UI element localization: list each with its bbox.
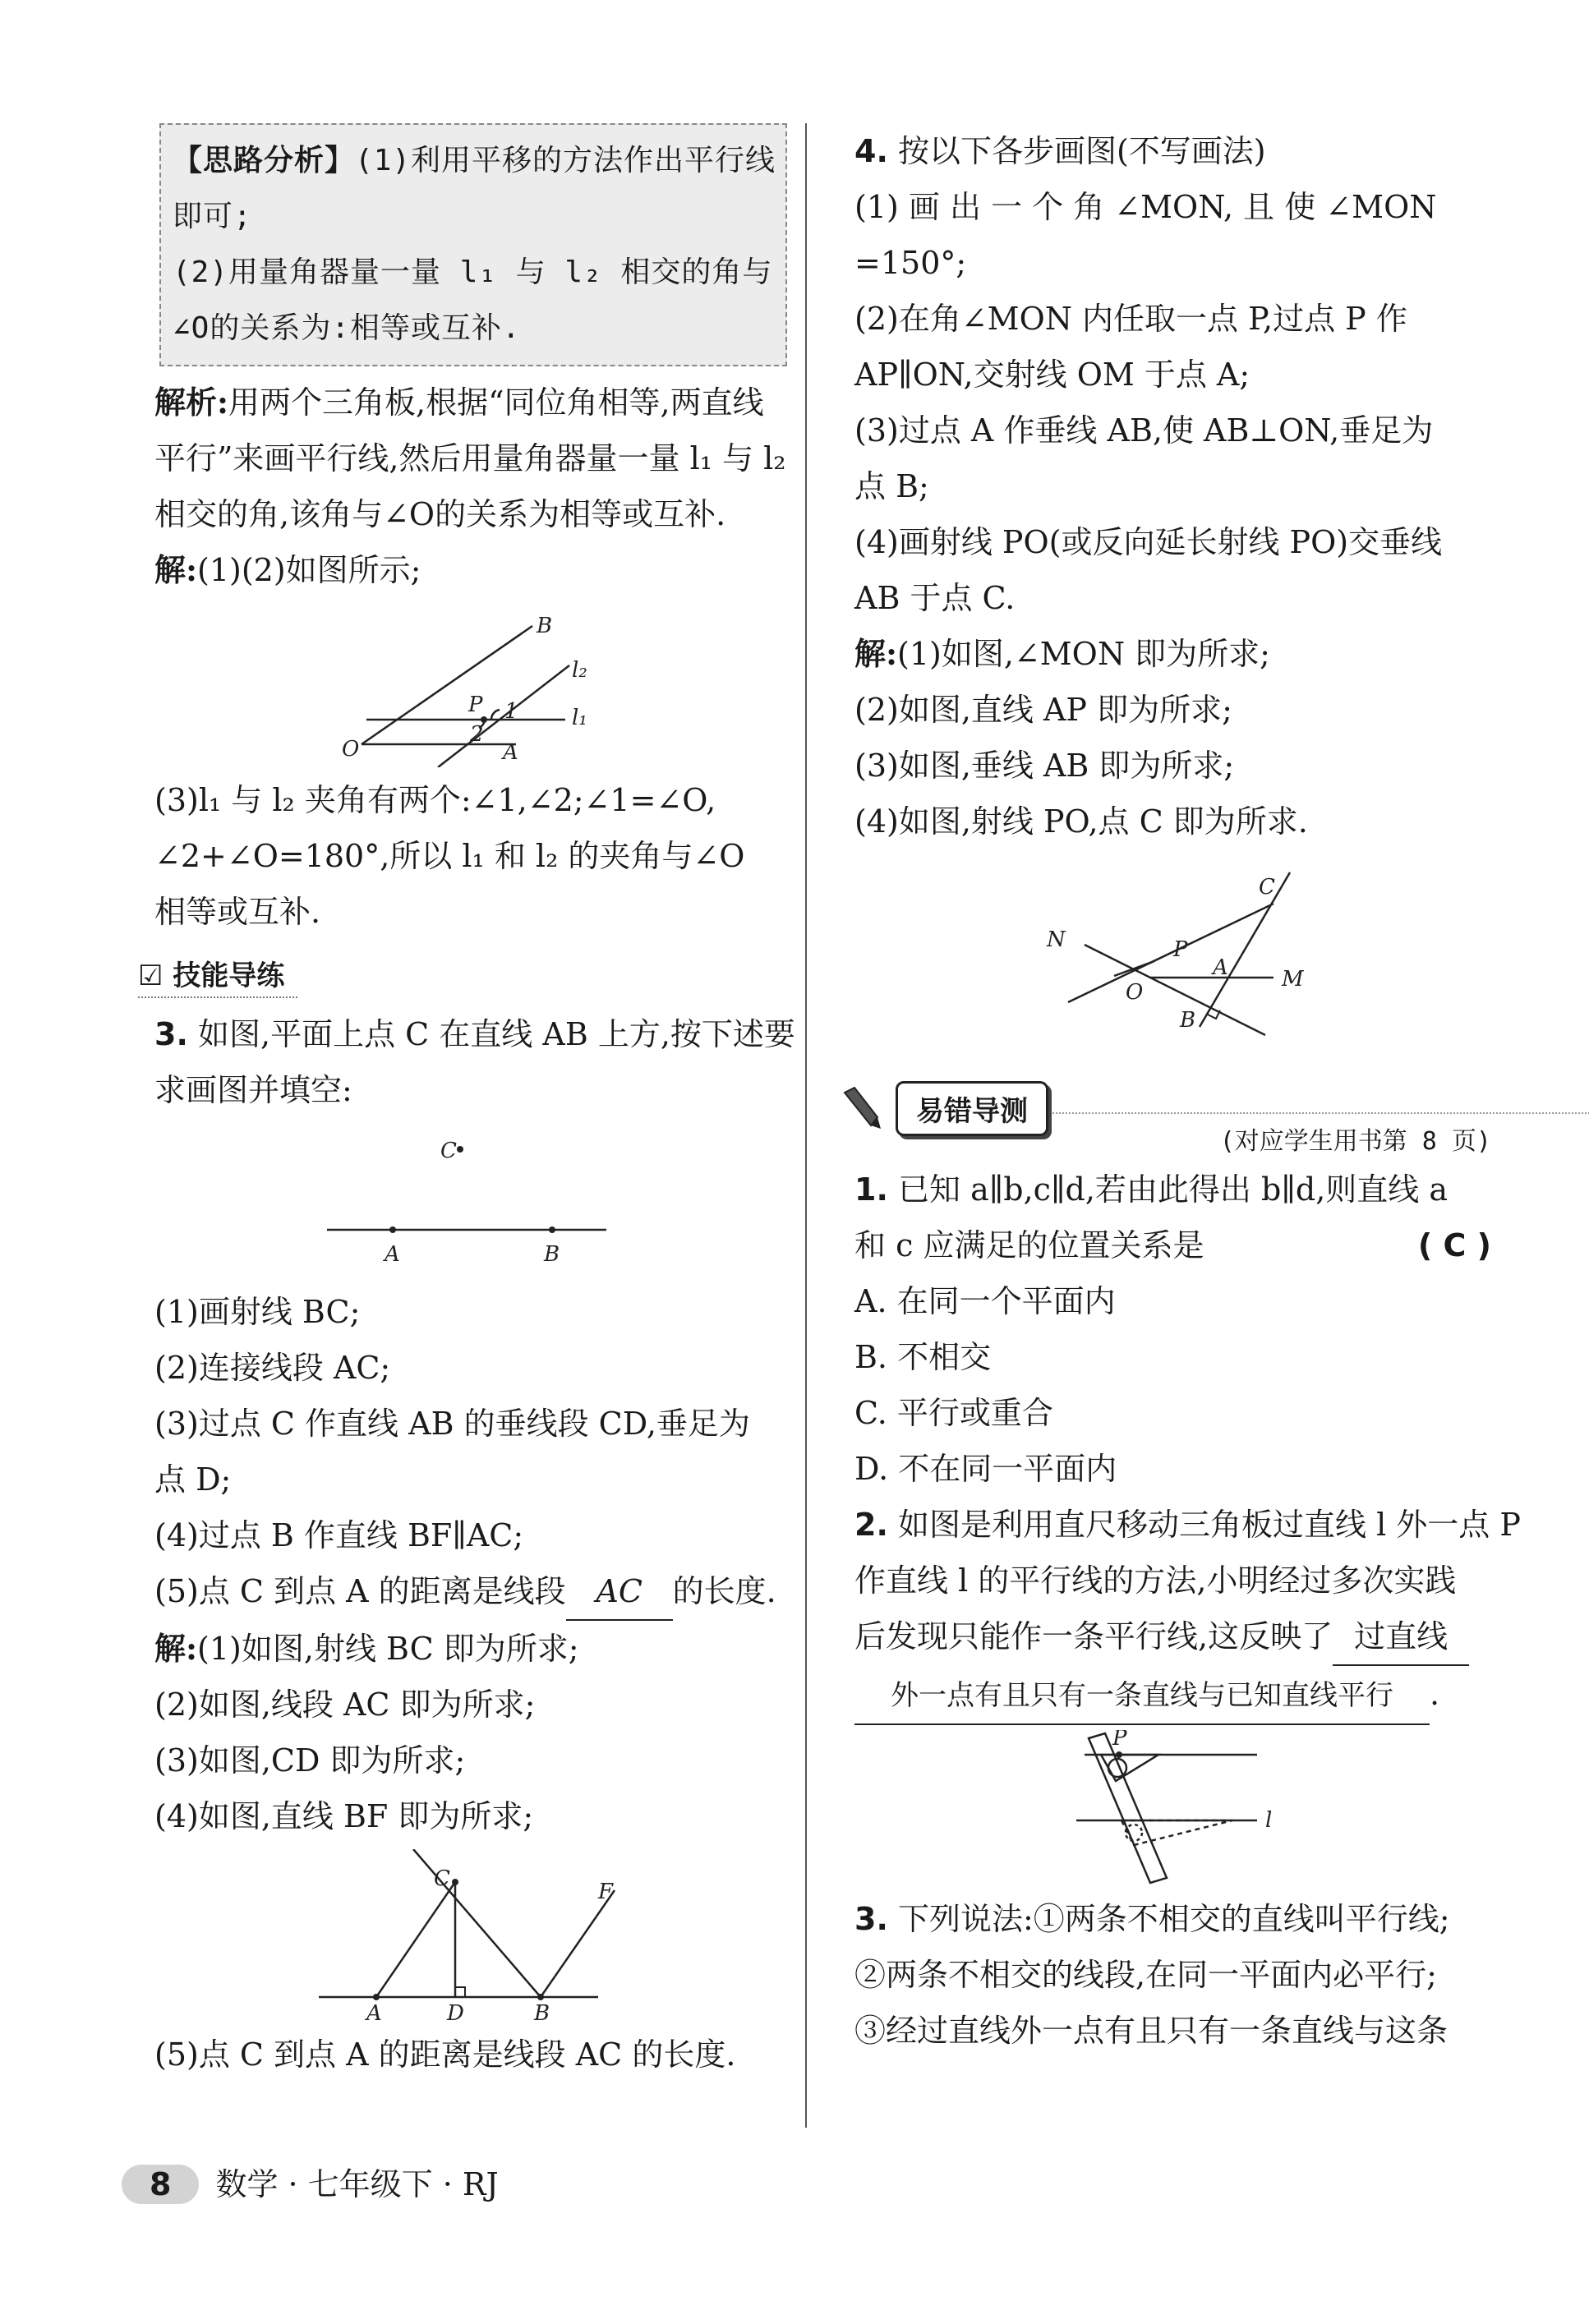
- label-B: B: [1180, 1008, 1196, 1033]
- q3-line-1: [154, 1006, 795, 1062]
- q4-step-1a: (1) 画 出 一 个 角 ∠MON, 且 使 ∠MON: [854, 189, 1437, 225]
- q2-answer-blank-2: 外一点有且只有一条直线与已知直线平行: [854, 1668, 1430, 1725]
- q3-answer-text-1: (1)如图,射线 BC 即为所求;: [197, 1631, 579, 1667]
- q2-answer-blank-1: 过直线: [1333, 1608, 1469, 1666]
- label-P: P: [1112, 1729, 1127, 1751]
- mc1-text-1: 已知 a∥b,c∥d,若由此得出 b∥d,则直线 a: [897, 1171, 1449, 1208]
- figure-q2-ruler-triangle: [854, 1730, 1491, 1886]
- column-divider: [805, 123, 807, 2128]
- jiexi-line-1: [154, 375, 787, 430]
- q4-step-4a: (4)画射线 PO(或反向延长射线 PO)交垂线: [854, 524, 1443, 560]
- q3-step-1: (1)画射线 BC;: [154, 1294, 361, 1330]
- analysis-line-1: [173, 133, 774, 189]
- mc1-option-a: A. 在同一个平面内: [854, 1282, 1116, 1319]
- q3-answer-5: (5)点 C 到点 A 的距离是线段 AC 的长度.: [154, 2036, 736, 2073]
- q3-step-2: (2)连接线段 AC;: [154, 1350, 391, 1386]
- q2-line-2: 作直线 l 的平行线的方法,小明经过多次实践: [854, 1562, 1457, 1599]
- q4-title: [854, 123, 1491, 179]
- label-A: A: [1213, 955, 1228, 980]
- point-C: [457, 1146, 463, 1153]
- analysis-tag: 【思路分析】: [173, 144, 356, 177]
- q4-number: 4.: [854, 133, 888, 169]
- label-O: O: [1126, 980, 1144, 1005]
- q3-answer-tag: 解:: [154, 1630, 198, 1667]
- error-test-banner: [838, 1081, 1048, 1136]
- mc1-line-1: [854, 1162, 1491, 1217]
- analysis-text-1: (1)利用平移的方法作出平行线: [355, 144, 776, 177]
- q3-line-2: 求画图并填空:: [154, 1072, 352, 1108]
- q3-answer-3: (3)如图,CD 即为所求;: [154, 1742, 466, 1779]
- ray-OB: [362, 626, 532, 744]
- label-l: l: [1265, 1807, 1273, 1833]
- segment-AC: [376, 1882, 455, 1997]
- ray-BC: [413, 1849, 541, 1997]
- q4-answer-4: (4)如图,射线 PO,点 C 即为所求.: [854, 803, 1308, 840]
- q4-step-3a: (3)过点 A 作垂线 AB,使 AB⊥ON,垂足为: [854, 412, 1434, 449]
- q3-step-3a: (3)过点 C 作直线 AB 的垂线段 CD,垂足为: [154, 1406, 750, 1442]
- point-A: [373, 1994, 380, 2000]
- triangle-moved: [1122, 1820, 1232, 1845]
- figure-q3-given: [154, 1123, 787, 1279]
- analysis-box: [159, 123, 787, 366]
- q2-line-1: [854, 1497, 1521, 1553]
- mc1-line-2: [854, 1217, 1491, 1273]
- q2-line-4-post: .: [1430, 1675, 1440, 1712]
- mc1-text-2: 和 c 应满足的位置关系是: [854, 1226, 1204, 1263]
- q3r-line-2: ②两条不相交的线段,在同一平面内必平行;: [854, 1956, 1437, 1993]
- solution-line-1: [154, 542, 787, 598]
- q2-text-3: 后发现只能作一条平行线,这反映了: [854, 1618, 1333, 1654]
- label-B: B: [537, 614, 553, 638]
- label-l2: l₂: [572, 658, 587, 683]
- jiexi-text-1: 用两个三角板,根据“同位角相等,两直线: [228, 384, 764, 421]
- analysis-line-3: (2)用量角器量一量 l₁ 与 l₂ 相交的角与: [173, 255, 773, 289]
- solution-line-3b: ∠2+∠O=180°,所以 l₁ 和 l₂ 的夹角与∠O: [154, 838, 745, 874]
- left-column: [138, 123, 795, 2082]
- line-AB-C: [1200, 872, 1290, 1027]
- q4-title-text: 按以下各步画图(不写画法): [897, 133, 1266, 169]
- q3-step-4: (4)过点 B 作直线 BF∥AC;: [154, 1517, 524, 1553]
- mc1-option-c: C. 平行或重合: [854, 1394, 1053, 1431]
- label-M: M: [1282, 967, 1304, 992]
- analysis-line-4: ∠O的关系为:相等或互补.: [173, 311, 521, 345]
- mc1-number: 1.: [854, 1171, 888, 1208]
- q3r-text-1: 下列说法:①两条不相交的直线叫平行线;: [897, 1900, 1450, 1937]
- label-P: P: [468, 693, 483, 717]
- right-column: [854, 123, 1521, 2059]
- q3-answer-2: (2)如图,线段 AC 即为所求;: [154, 1687, 536, 1723]
- figure-q4-angle: [854, 854, 1491, 1043]
- label-A: A: [385, 1242, 400, 1267]
- q3-answer-blank: AC: [566, 1563, 673, 1621]
- q3-step-3b: 点 D;: [154, 1461, 232, 1498]
- label-N: N: [1047, 927, 1066, 952]
- q4-step-2a: (2)在角∠MON 内任取一点 P,过点 P 作: [854, 301, 1407, 337]
- label-O: O: [342, 737, 360, 762]
- q3-step-5-post: 的长度.: [672, 1573, 776, 1609]
- label-C: C: [440, 1139, 457, 1163]
- pencil-icon: [838, 1084, 887, 1134]
- q3r-number: 3.: [854, 1900, 888, 1937]
- q3-answer-1: [154, 1621, 787, 1677]
- banner-title: 易错导测: [896, 1081, 1048, 1136]
- label-angle-1: 1: [504, 699, 518, 724]
- label-B: B: [544, 1242, 560, 1267]
- book-title: 数学 · 七年级下 · RJ: [215, 2166, 499, 2202]
- figure-parallel-lines: [154, 603, 787, 767]
- label-P: P: [1173, 937, 1188, 962]
- q2-number: 2.: [854, 1506, 888, 1543]
- q4-step-2b: AP∥ON,交射线 OM 于点 A;: [854, 357, 1250, 393]
- q4-answer-tag: 解:: [854, 635, 898, 672]
- q3-step-5: [154, 1563, 787, 1621]
- label-C: C: [1259, 875, 1275, 900]
- q4-step-4b: AB 于点 C.: [854, 580, 1016, 616]
- q4-answer-3: (3)如图,垂线 AB 即为所求;: [854, 748, 1235, 784]
- solution-line-3c: 相等或互补.: [154, 894, 321, 930]
- q3-text-1: 如图,平面上点 C 在直线 AB 上方,按下述要: [197, 1016, 795, 1052]
- q3r-line-3: ③经过直线外一点有且只有一条直线与这条: [854, 2012, 1449, 2049]
- figure-q3-solution: [154, 1849, 787, 2022]
- q3-number: 3.: [154, 1016, 188, 1052]
- jiexi-line-2: 平行”来画平行线,然后用量角器量一量 l₁ 与 l₂: [154, 440, 786, 476]
- section-skill-practice: ☑ 技能导练: [138, 948, 297, 998]
- jiexi-tag: 解析:: [154, 384, 229, 421]
- solution-line-3a: (3)l₁ 与 l₂ 夹角有两个:∠1,∠2;∠1=∠O,: [154, 782, 716, 818]
- point-A: [389, 1226, 396, 1233]
- jiexi-line-3: 相交的角,该角与∠O的关系为相等或互补.: [154, 496, 726, 532]
- label-l1: l₁: [572, 706, 587, 730]
- banner-rule: [1043, 1112, 1589, 1114]
- solution-text-1: (1)(2)如图所示;: [197, 552, 421, 588]
- label-F: F: [598, 1880, 614, 1904]
- q4-answer-1: [854, 626, 1491, 682]
- point-B: [549, 1226, 555, 1233]
- q4-step-1b: =150°;: [854, 245, 967, 281]
- label-B: B: [534, 2001, 550, 2022]
- label-A: A: [366, 2001, 382, 2022]
- q4-answer-2: (2)如图,直线 AP 即为所求;: [854, 692, 1232, 728]
- q2-line-3: [854, 1608, 1491, 1666]
- q3-answer-4: (4)如图,直线 BF 即为所求;: [154, 1798, 534, 1834]
- label-C: C: [434, 1866, 450, 1891]
- triangle-top: [1101, 1755, 1158, 1781]
- q4-answer-text-1: (1)如图,∠MON 即为所求;: [897, 636, 1270, 672]
- right-angle-mark: [455, 1987, 465, 1997]
- label-A: A: [503, 740, 518, 765]
- page-number: 8: [122, 2165, 199, 2204]
- page-footer: [122, 2159, 499, 2204]
- point-C: [452, 1879, 458, 1885]
- q3r-line-1: [854, 1891, 1491, 1947]
- q3-step-5-pre: (5)点 C 到点 A 的距离是线段: [154, 1573, 566, 1609]
- mc1-option-d: D. 不在同一平面内: [854, 1450, 1117, 1487]
- point-P: [1116, 1751, 1122, 1758]
- analysis-line-2: 即可;: [173, 200, 252, 233]
- angle-1-arc: [491, 710, 500, 720]
- line-BF: [541, 1890, 615, 1997]
- mc1-answer: ( C ): [1417, 1226, 1491, 1263]
- q4-step-3b: 点 B;: [854, 468, 929, 504]
- label-D: D: [447, 2001, 464, 2022]
- reference-note: (对应学生用书第 8 页): [1219, 1126, 1491, 1156]
- label-angle-2: 2: [470, 722, 484, 747]
- q2-text-1: 如图是利用直尺移动三角板过直线 l 外一点 P: [897, 1506, 1521, 1543]
- q2-line-4: [854, 1666, 1491, 1725]
- mc1-option-b: B. 不相交: [854, 1338, 992, 1375]
- point-B: [537, 1994, 544, 2000]
- solution-tag: 解:: [154, 551, 198, 588]
